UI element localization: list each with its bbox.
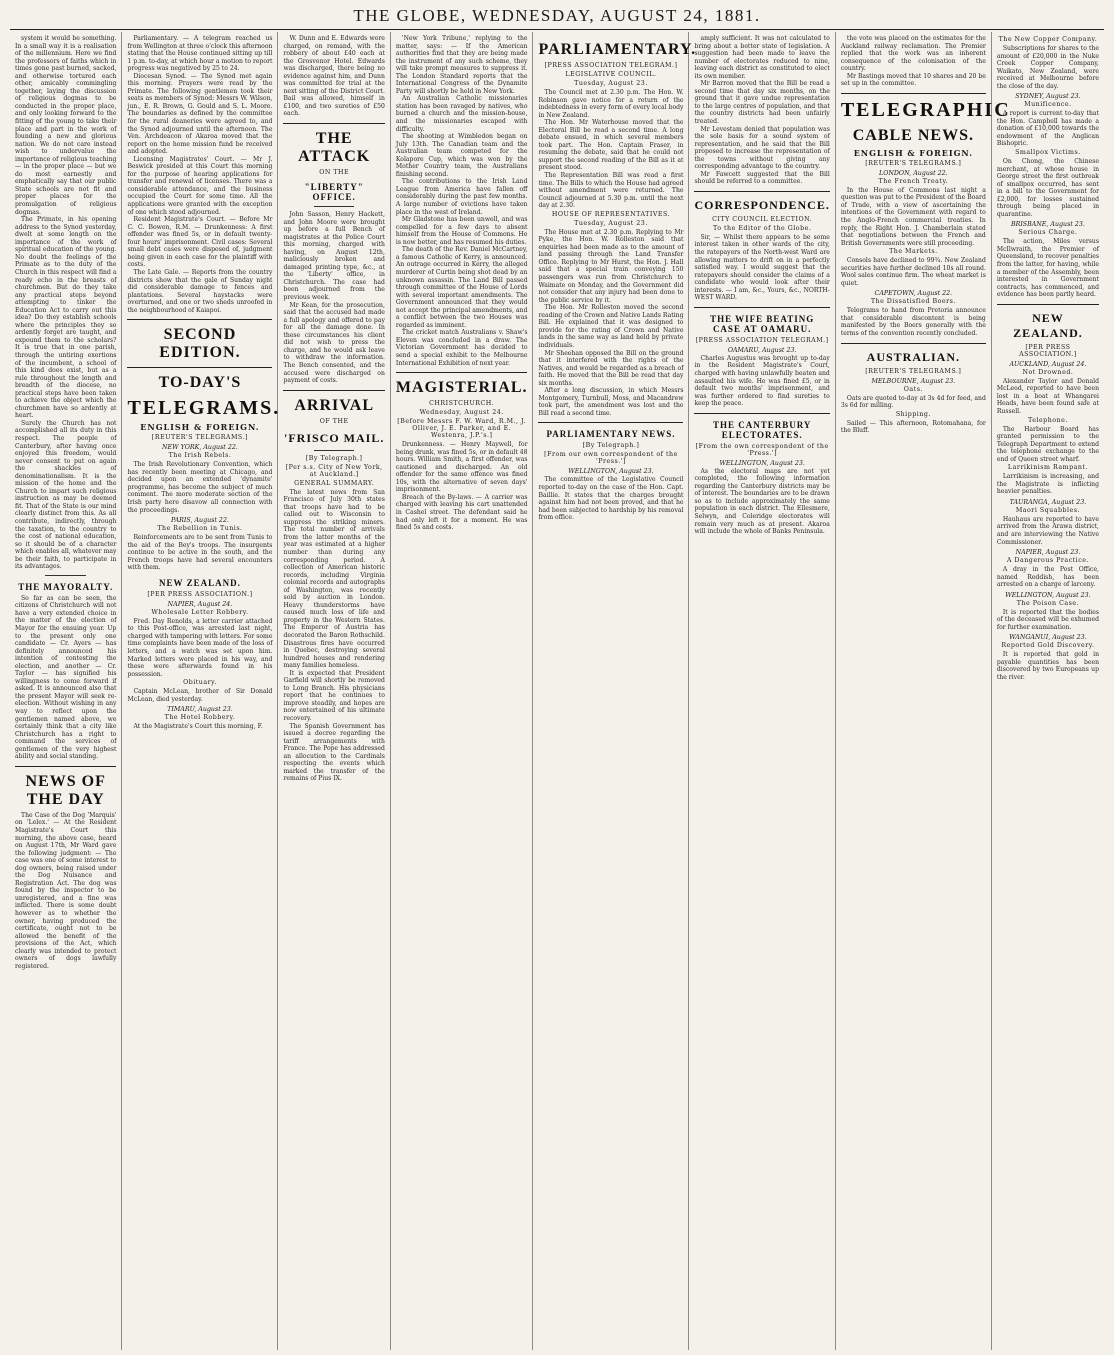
paragraph: The Representation Bill was read a first time. The Bills to which the House had agreed without amendment were returned. The Council adjourned at 5.30 p.m. until the next day at 2.30. xyxy=(538,172,684,210)
credit-line: [By Telegraph.] xyxy=(582,442,640,450)
paragraph: Breach of the By-laws. — A carrier was charged with leaving his cart unattended in Cashel street. The defendant said he had only left it for a moment. He was fined 5s and costs. xyxy=(395,493,528,532)
divider xyxy=(841,93,986,94)
subheading: Oats. xyxy=(903,385,923,393)
section-heading: CABLE NEWS. xyxy=(852,126,974,144)
subheading: Smallpox Victims. xyxy=(1015,149,1081,157)
paragraph: It is reported that the bodies of the deceased will be exhumed for further examination. xyxy=(996,608,1099,631)
subheading: Serious Charge. xyxy=(1018,229,1078,237)
dateline: TAURANGA, August 23. xyxy=(1009,498,1087,506)
paragraph: Larrikinism is increasing, and the Magistrate is inflicting heavier penalties. xyxy=(996,473,1099,496)
newspaper-title: THE GLOBE, WEDNESDAY, AUGUST 24, 1881. xyxy=(353,6,761,25)
dateline: OAMARU, August 23. xyxy=(727,346,797,354)
credit-line: [REUTER'S TELEGRAMS.] xyxy=(865,367,962,375)
subheading: The Hotel Robbery. xyxy=(164,714,236,722)
paragraph: Charles Augustus was brought up to-day in the Resident Magistrate's Court, charged with having unlawfully beaten and assaulted his wife. He was fined £5, or in default two months' imprisonment, and was further ordered to find sureties to keep the peace. xyxy=(694,354,830,408)
paragraph: The latest news from San Francisco of July 30th states that troops have had to be called out to Wisconsin to suppress the striking miners. The total number of arrivals from the latter months of the year was estimated at a higher number than during any corresponding period. A collection of American historic records, including Virginia colonial records and autographs of Washington, was recently sold by auction in London. Heavy thunderstorms have caused much loss of life and property in the Western States. The Emperor of Austria has decorated the Baron Rothschild. Disastrous fires have occurred in Quebec, destroying several hundred houses and rendering many families homeless. xyxy=(283,488,385,670)
divider xyxy=(283,390,384,391)
credit-line: [PER PRESS ASSOCIATION.] xyxy=(1019,343,1077,358)
section-heading: NEWS OF THE DAY xyxy=(25,772,106,808)
subheading: Wholesale Letter Robbery. xyxy=(151,608,249,616)
column-1 xyxy=(10,32,122,1350)
subheading: The Dissatisfied Boers. xyxy=(870,298,956,306)
column-4 xyxy=(391,32,534,1350)
credit-line: [PER PRESS ASSOCIATION.] xyxy=(147,590,253,598)
section-heading: SECOND EDITION. xyxy=(159,326,241,362)
subheading: LEGISLATIVE COUNCIL. xyxy=(565,71,657,78)
credit-line: [REUTER'S TELEGRAMS.] xyxy=(151,434,248,442)
subheading: ENGLISH & FOREIGN. xyxy=(140,422,260,433)
paragraph: The Spanish Government has issued a decree regarding the tariff arrangements with France. The Pope has addressed an allocution to the Cardinals respecting the events which marked the transfer of the remains of Pius IX. xyxy=(283,722,385,783)
paragraph: Mr Sheehan opposed the Bill on the ground that it interfered with the rights of the Natives, and would be regarded as a breach of faith. He moved that the Bill be read that day six months. xyxy=(538,349,684,387)
paragraph: Mr Levestam denied that population was the sole basis for a sound system of representation, and he said that the Bill proposed to increase the representation of the towns without giving any corresponding advantage to the country. xyxy=(694,125,830,171)
paragraph: A report is current to-day that the Hon. Campbell has made a donation of £10,000 towards the endowment of the Anglican Bishopric. xyxy=(996,110,1099,148)
dateline: Tuesday, August 23. xyxy=(574,80,648,87)
paragraph: Sailed — This afternoon, Rotomahana, for the Bluff. xyxy=(840,419,986,435)
paragraph: Parliamentary. — A telegram reached us from Wellington at three o'clock this afternoon stating that the House continued sitting up till 1 p.m. to-day, at which hour a motion to report progress was negatived by 25 to 24. xyxy=(127,35,273,73)
dateline: BRISBANE, August 23. xyxy=(1010,221,1085,229)
subheading: To the Editor of the Globe. xyxy=(713,224,812,232)
subheading: The Markets. xyxy=(889,248,938,256)
section-heading: THE ATTACK xyxy=(298,130,371,166)
section-heading: 'FRISCO MAIL. xyxy=(284,430,385,445)
paragraph: After a long discussion, in which Messrs Montgomery, Turnbull, Moss, and Macandrew took part, the amendment was lost and the Bill read a second time. xyxy=(538,387,684,417)
paragraph: The Late Gale. — Reports from the country districts show that the gale of Sunday night did considerable damage to fences and plantations. Several haystacks were overturned, and one or two sheds unroofed in the neighbourhood of Kaiapoi. xyxy=(127,268,273,314)
paragraph: Fred. Day Renolds, a letter carrier attached to this Post-office, was arrested last night, charged with tampering with letters. For some time complaints have been made of the loss of letters, and a watch was set upon him. Marked letters were placed in his way, and these were afterwards found in his possession. xyxy=(127,617,273,678)
paragraph: Alexander Taylor and Donald McLeod, reported to have been lost in a boat at Whangarei Heads, have been found safe at Russell. xyxy=(996,377,1099,415)
divider xyxy=(15,766,116,767)
paragraph: The action, Miles versus McIlwraith, the Premier of Queensland, to recover penalties from the latter, for having, while a member of the Assembly, been interested in Government contracts, has commenced, and evidence has been partly heard. xyxy=(996,238,1100,299)
subheading: Telephone. xyxy=(1028,416,1068,424)
paragraph: Hauhaus are reported to have arrived from the Arawa district, and are interviewing the Native Commissioner. xyxy=(996,515,1099,546)
credit-line: [PRESS ASSOCIATION TELEGRAM.] xyxy=(695,336,829,344)
paragraph: As the electoral maps are not yet completed, the following information regarding the Canterbury districts may be of interest. The boundaries are to be drawn so as to include approximately the same population in each district. The Ellesmere, Selwyn, and Coleridge electorates will remain very much as at present. Akaroa will include the whole of Banks Peninsula. xyxy=(694,467,830,536)
subheading: Reported Gold Discovery. xyxy=(1001,642,1095,650)
credit-line: [Per s.s. City of New York, at Auckland.] xyxy=(285,463,383,478)
dateline: WELLINGTON, August 23. xyxy=(1005,591,1091,599)
credit-line: [From the own correspondent of the 'Press.'] xyxy=(695,442,829,457)
paragraph: Drunkenness. — Henry Maywell, for being drunk, was fined 5s, or in default 48 hours. William Smith, a first offender, was cautioned and discharged. An old offender for the same offence was fined 10s, with the alternative of seven days' imprisonment. xyxy=(395,441,528,494)
divider xyxy=(694,191,829,192)
paragraph: The death of the Rev. Daniel McCartney, a famous Catholic of Kerry, is announced. An outrage occurred in Kerry, the alleged murderer of Curtin being shot dead by an unknown assassin. The Land Bill passed through committee of the House of Lords with several important amendments. The Government announced that they would not accept the principal amendments, and a conflict between the two Houses was regarded as imminent. xyxy=(395,246,528,329)
newspaper-page xyxy=(10,32,1104,1350)
subheading: The New Copper Company. xyxy=(998,36,1098,43)
subheading: Not Drowned. xyxy=(1022,368,1074,376)
column-3 xyxy=(278,32,390,1350)
subheading: Larrikinism Rampant. xyxy=(1007,464,1088,472)
section-heading: CORRESPONDENCE. xyxy=(694,197,830,212)
paragraph: Resident Magistrate's Court. — Before Mr C. C. Bowen, R.M. — Drunkenness: A first offender was fined 5s, or in default twenty-four hours' imprisonment. Civil cases: Several small debt cases were disposed of, judgment being given in each case for the plaintiff with costs. xyxy=(127,216,273,269)
divider xyxy=(538,422,683,423)
paragraph: The Irish Revolutionary Convention, which has recently been meeting at Chicago, and decided upon an extended 'dynamite' programme, has become the subject of much comment. The more moderate section of the Irish party here disavow all connection with the proceedings. xyxy=(127,461,273,514)
divider xyxy=(997,304,1099,305)
masthead xyxy=(10,4,1104,30)
dateline: NEW YORK, August 22. xyxy=(162,444,238,452)
credit-line: [By Telegraph.] xyxy=(305,454,363,462)
dateline: LONDON, August 22. xyxy=(879,169,948,177)
section-heading: NEW ZEALAND. xyxy=(1013,310,1083,340)
column-6 xyxy=(689,32,835,1350)
paragraph: At the Magistrate's Court this morning, F. xyxy=(133,723,263,731)
section-heading: MAGISTERIAL. xyxy=(395,379,528,397)
paragraph: The Council met at 2.30 p.m. The Hon. W. Robinson gave notice for a return of the indebtedness in every form of every local body in New Zealand. xyxy=(538,89,684,119)
divider xyxy=(283,123,384,124)
paragraph: The Hon. Mr Rolleston moved the second reading of the Crown and Native Lands Rating Bill. He explained that it was designed to provide for the rating of Crown and Native lands in the same way as land held by private individuals. xyxy=(538,304,684,349)
dateline: WELLINGTON, August 23. xyxy=(719,459,805,467)
column-7 xyxy=(836,32,1011,1350)
paragraph: Reinforcements are to be sent from Tunis to the aid of the Bey's troops. The insurgents continue to be active in the south, and the French troops have had several encounters with them. xyxy=(127,534,273,572)
paragraph: Subscriptions for shares to the amount of £20,000 in the Nuke Creek Copper Company, Waikato, New Zealand, were received at Melbourne before the close of the day. xyxy=(996,45,1099,90)
paragraph: Diocesan Synod. — The Synod met again this morning. Prayers were read by the Primate. The following gentlemen took their seats as members of Synod: Messrs W. Wilson, jun., E. R. Brown, G. Gould and S. L. Moore. The boundaries as defined by the committee for the rural deaneries were agreed to, and the Synod adjourned until the afternoon. The Ven. Archdeacon of Akaroa moved that the report on the home mission fund be received and adopted. xyxy=(127,72,273,156)
dateline: NAPIER, August 23. xyxy=(1015,549,1081,557)
paragraph: A dray in the Post Office, named Reddish, has been arrested on a charge of larceny. xyxy=(996,566,1099,589)
subheading: CHRISTCHURCH. xyxy=(429,400,495,408)
paragraph: It is expected that President Garfield will shortly be removed to Long Branch. His physicians report that he continues to improve steadily, and hopes are now entertained of his ultimate recovery. xyxy=(283,669,385,722)
paragraph: system it would be something. In a small way it is a realisation of the millennium. Here we find the professors of faiths which in times gone past burned, sacked, and otherwise tortured each other, amicably commingling together, laying the discussion of religious dogmas to be conducted in the proper place, and only looking forward to the fitting of the young to take their place and part in the work of founding a new and glorious nation. We do not care instead wish to undervalue the importance of religious teaching — in the proper place — but we do most earnestly and emphatically say that our public State schools are not fit and proper places for the promulgation of religious dogmas. xyxy=(15,35,117,216)
divider xyxy=(45,575,86,576)
paragraph: The cricket match Australians v. Shaw's Eleven was concluded in a draw. The Victorian Government has decided to send a special exhibit to the Melbourne International Exhibition of next year. xyxy=(395,329,528,367)
divider xyxy=(694,413,829,414)
credit-line: [PRESS ASSOCIATION TELEGRAM.] xyxy=(544,62,678,69)
subheading: OF THE xyxy=(319,417,349,425)
paragraph: Consols have declined to 99¾. New Zealand securities have further declined 10s all round. Wool sales continue firm. The wheat market is quiet. xyxy=(840,257,986,287)
paragraph: The Case of the Dog 'Marquis' on 'Lelex.' — At the Resident Magistrate's Court this morning, the above case, heard on August 17th, Mr Ward gave the following judgment: — The case was one of some interest to dog owners, being raised under the Dog Nuisance and Registration Act. The dog was found by the inspector to be unregistered, and a fine was inflicted. There is some doubt however as to whether the owner, having produced the certificate, ought not to be allowed the benefit of the provisions of the Act, which clearly was intended to protect owners of dogs lawfully registered. xyxy=(15,811,117,970)
dateline: WANGANUI, August 23. xyxy=(1009,634,1087,642)
section-heading: AUSTRALIAN. xyxy=(866,349,961,364)
paragraph: So far as can be seen, the citizens of Christchurch will not have a very extended choice in the matter of the election of Mayor for the ensuing year. Up to the present only one candidate — Cr. Ayers — has definitely announced his intention of contesting the election, and another — Cr. Taylor — has signified his willingness to come forward if asked. It is announced also that the present Mayor will seek re-election. Without wishing in any way to reflect upon the gentlemen named above, we certainly think that a city like Christchurch has a right to command the services of gentlemen of the very highest ability and social standing. xyxy=(15,594,117,761)
section-heading: THE MAYORALTY. xyxy=(18,581,114,592)
dateline: CAPETOWN, August 22. xyxy=(874,290,953,298)
paragraph: It is reported that gold in payable quantities has been discovered by two Europeans up the river. xyxy=(996,651,1099,681)
paragraph: Mr Kean, for the prosecution, said that the accused had made a full apology and offered to pay for all the damage done. In these circumstances his client did not wish to press the charge, and he would ask leave to withdraw the information. The Bench consented, and the accused were discharged on payment of costs. xyxy=(283,301,385,385)
divider xyxy=(127,367,272,368)
divider xyxy=(127,319,272,320)
paragraph: Mr Fawcett suggested that the Bill should be referred to a committee. xyxy=(694,170,830,186)
dateline: Wednesday, August 24. xyxy=(419,409,504,417)
divider xyxy=(314,206,355,207)
dateline: SYDNEY, August 23. xyxy=(1015,93,1081,101)
column-5 xyxy=(533,32,697,1350)
paragraph: Telegrams to hand from Pretoria announce that considerable discontent is being manifested by the Boers generally with the terms of the convention recently concluded. xyxy=(840,307,986,338)
section-heading: TELEGRAPHIC xyxy=(840,98,1011,121)
subheading: ON THE xyxy=(319,169,350,177)
credit-line: [From our own correspondent of the 'Press.'] xyxy=(544,451,678,466)
subheading: The Rebellion in Tunis. xyxy=(157,525,243,533)
section-heading: TO-DAY'S xyxy=(158,374,242,392)
paragraph: Surely the Church has not accomplished all its duty in this respect. The people of Canterbury, after having once enjoyed this freedom, would never consent to put on again the shackles of denominationalism. It is the mission of the home and the Church to impart such religious instruction as may be deemed fit. That of the State is our mind clearly distinct from this. As all contribute, indirectly, through the taxation, to the country to the cost of national education, so it should be of a character which enables all, whatever may be their faith, to participate in its advantages. xyxy=(15,419,117,571)
paragraph: Mr Gladstone has been unwell, and was compelled for a few days to absent himself from the House of Commons. He is now better, and has resumed his duties. xyxy=(395,216,528,246)
paragraph: John Sasson, Henry Hackett, and John Moore were brought up before a full Bench of magistrates at the Police Court this morning, charged with having, on August 12th, maliciously broken and damaged printing type, &c., at the 'Liberty' office, in Christchurch. The case had been adjourned from the previous week. xyxy=(283,211,385,302)
paragraph: 'New York Tribune,' replying to the matter, says: — If the American authorities find that they are being made the instrument of any such scheme, they will take prompt measures to suppress it. The London Standard reports that the International Congress of the Dynamite Party will shortly be held in New York. xyxy=(395,35,528,95)
paragraph: An Australian Catholic missionaries station has been ravaged by natives, who burned a church and the mission-house, and the missionaries escaped with difficulty. xyxy=(395,95,528,133)
paragraph: The Hon. Mr Waterhouse moved that the Electoral Bill be read a second time. A long debate ensued, in which several members took part. The Hon. Captain Fraser, in resuming the debate, said that he could not support the second reading of the Bill as it at present stood. xyxy=(538,119,684,172)
dateline: TIMARU, August 23. xyxy=(167,706,233,714)
paragraph: W. Dunn and E. Edwards were charged, on remand, with the robbery of about £40 each at the Grosvenor Hotel. Edwards was discharged, there being no evidence against him, and Dunn was committed for trial at the next sitting of the District Court. Bail was allowed, himself in £100, and two sureties of £50 each. xyxy=(283,35,385,118)
subheading: The Irish Rebels. xyxy=(168,452,232,460)
subheading: GENERAL SUMMARY. xyxy=(294,479,375,487)
paragraph: amply sufficient. It was not calculated to bring about a better state of legislation. A suggestion had been made to leave the number of electorates reduced to nine, leaving each district as constituted to elect its own member. xyxy=(694,35,830,80)
dateline: MELBOURNE, August 23. xyxy=(871,377,956,385)
credit-line: [REUTER'S TELEGRAMS.] xyxy=(865,159,962,167)
dateline: PARIS, August 22. xyxy=(170,517,229,525)
paragraph: Licensing Magistrates' Court. — Mr J. Beswick presided at this Court this morning for the purpose of hearing applications for transfer and renewal of licenses. There was a considerable attendance, and the business occupied the Court for some time. All the applications were granted with the exception of one which stood adjourned. xyxy=(127,155,273,216)
subheading: A Dangerous Practice. xyxy=(1006,557,1089,565)
dateline: Tuesday, August 23. xyxy=(574,219,648,227)
section-heading: THE CANTERBURY ELECTORATES. xyxy=(712,419,812,440)
subheading: Munificence. xyxy=(1024,101,1072,109)
paragraph: Mr Bastings moved that 10 shares and 20 be set up in the committee. xyxy=(840,72,986,88)
paragraph: Mr Barron moved that the Bill be read a second time that day six months, on the ground that it gave undue representation to the large centres of population, and that the country districts had been unfairly treated. xyxy=(694,80,830,126)
section-heading: NEW ZEALAND. xyxy=(159,577,241,588)
column-8 xyxy=(992,32,1104,1350)
paragraph: Oats are quoted to-day at 3s 4d for feed, and 3s 6d for milling. xyxy=(840,394,986,410)
divider xyxy=(314,450,355,451)
paragraph: The shooting at Wimbledon began on July 13th. The Canadian team and the Australian team competed for the Kolapore Cup, which was won by the Mother Country team, the Australians finishing second. xyxy=(395,133,528,178)
paragraph: Captain McLean, brother of Sir Donald McLean, died yesterday. xyxy=(127,688,273,703)
subheading: ENGLISH & FOREIGN. xyxy=(853,147,973,158)
divider xyxy=(396,372,528,373)
credit-line: [Before Messrs F. W. Ward, R.M., J. Olliver, J. E. Parker, and E. Westenra, J.P.'s.] xyxy=(397,418,527,440)
section-heading: ARRIVAL xyxy=(294,396,374,414)
subheading: The Poison Case. xyxy=(1016,599,1080,607)
section-heading: TELEGRAMS. xyxy=(127,397,281,420)
section-heading: PARLIAMENTARY NEWS. xyxy=(546,429,676,440)
subheading: The French Treaty. xyxy=(878,177,949,185)
column-2 xyxy=(122,32,281,1350)
paragraph: The Primate, in his opening address to the Synod yesterday, dwelt at some length on the importance of the work of spiritual education of the young. No doubt the feelings of the Primate as to the duty of the Church in this respect will find a ready echo in the breasts of churchmen. But do they take any practical steps beyond attempting to tinker the Education Act to carry out this idea? Do they establish schools where the principles they so ardently forget are taught, and expound them to the scholars? It is true that in one parish, through the untiring exertions of the incumbent, a school of this kind does exist, but as a rule throughout the length and breadth of the diocese, no practical steps have been taken to achieve the object which the churchmen have so ardently at heart. xyxy=(15,216,117,420)
subheading: HOUSE OF REPRESENTATIVES. xyxy=(551,210,671,218)
section-heading: PARLIAMENTARY. xyxy=(538,41,697,58)
subheading: Shipping. xyxy=(895,410,931,418)
paragraph: The committee of the Legislative Council reported to-day on the case of the Hon. Capt. Baillie. It states that the charges brought against him had not been proved, and that he had been subjected to hardship by his removal from office. xyxy=(538,476,684,522)
paragraph: The Harbour Board has granted permission to the Telegraph Department to extend the telephone exchange to the end of Queen street wharf. xyxy=(996,425,1099,463)
dateline: NAPIER, August 24. xyxy=(167,600,233,608)
divider xyxy=(841,343,986,344)
paragraph: The contributions to the Irish Land League from America have fallen off considerably during the past few months. A large number of evictions have taken place in the west of Ireland. xyxy=(395,178,528,216)
divider xyxy=(694,307,829,308)
subheading: Obituary. xyxy=(183,679,217,687)
subheading: CITY COUNCIL ELECTION. xyxy=(712,215,813,223)
paragraph: On Chong, the Chinese merchant, at whose house in George street the first outbreak of smallpox occurred, has sent in a bill to the Government for £2,000, for losses sustained through being placed in quarantine. xyxy=(996,158,1099,218)
paragraph: Sir, — Whilst there appears to be some interest taken in other wards of the city, the ratepayers of the North-west Ward are allowing matters to drift on in a perfectly satisfied way. I would suggest that the ratepayers should consider the claims of a candidate who would look after their interests. — I am, &c., Yours, &c., NORTH-WEST WARD. xyxy=(694,233,830,302)
section-heading: THE WIFE BEATING CASE AT OAMARU. xyxy=(710,313,815,334)
dateline: AUCKLAND, August 24. xyxy=(1009,360,1087,368)
paragraph: In the House of Commons last night a question was put to the President of the Board of Trade, with a view of ascertaining the intentions of the Government with regard to the Anglo-French commercial treaties. In reply, the Right Hon. J. Chamberlain stated that negotiations between the French and British Governments were still proceeding. xyxy=(840,186,986,247)
section-heading: "LIBERTY" OFFICE. xyxy=(304,182,364,203)
subheading: Maori Squabbles. xyxy=(1015,506,1081,514)
paragraph: the vote was placed on the estimates for the Auckland railway reclamation. The Premier replied that the work was an inherent consequence of the colonisation of the country. xyxy=(840,35,986,73)
dateline: WELLINGTON, August 23. xyxy=(568,468,654,476)
paragraph: The House met at 2.30 p.m. Replying to Mr Pyke, the Hon. W. Rolleston said that enquiries had been made as to the amount of land passing through the Land Transfer Office. Replying to Mr Hurst, the Hon. J. Hall said that a special train conveying 150 passengers was run from Christchurch to Waimate on Monday, and the Government did not consider that any injury had been done to the public service by it. xyxy=(538,228,684,304)
